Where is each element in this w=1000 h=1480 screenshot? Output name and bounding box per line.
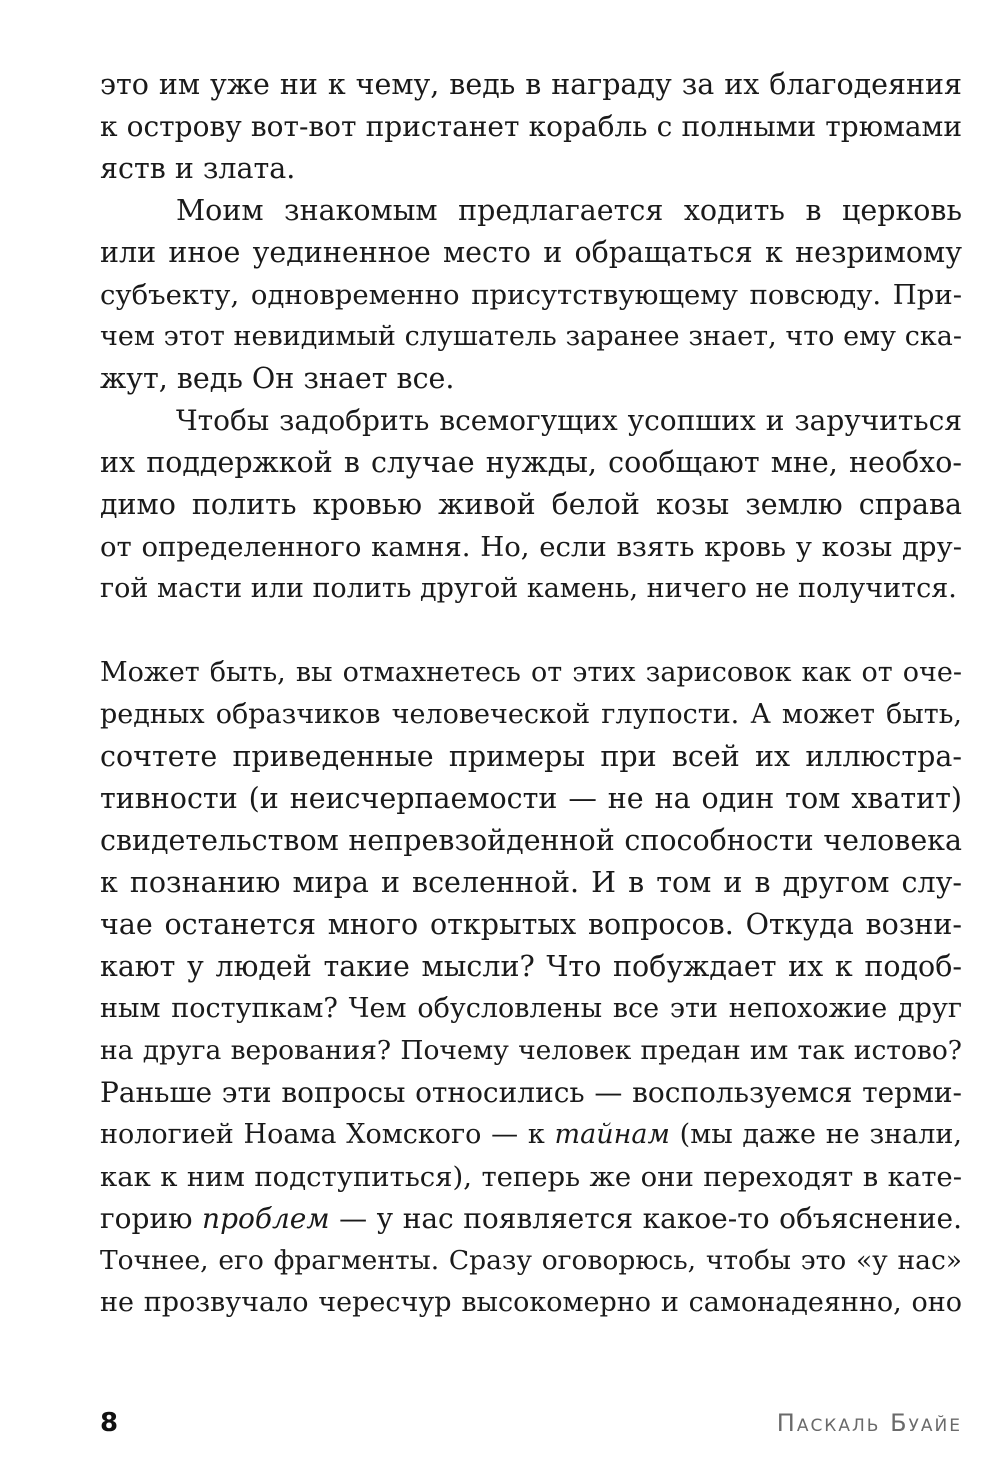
- text-line: жут, ведь Он знает все.: [100, 362, 455, 395]
- text-line: сочтете приведенные примеры при всей их иллюстра-: [100, 740, 962, 773]
- text-line: к острову вот-вот пристанет корабль с полными трюмами: [100, 110, 962, 143]
- text-line: кают у людей такие мысли? Что побуждает их к подоб-: [100, 950, 962, 983]
- text-line: как к ним подступиться), теперь же они переходят в кате-: [100, 1161, 962, 1193]
- text-line: димо полить кровью живой белой козы землю справа: [100, 488, 962, 521]
- paragraph-4: [100, 652, 962, 1324]
- section-break: [100, 610, 962, 652]
- text-line: Точнее, его фрагменты. Сразу оговорюсь, чтобы это «у нас»: [100, 1245, 962, 1276]
- text-line: чем этот невидимый слушатель заранее знает, что ему ска-: [100, 321, 962, 352]
- page-body: [100, 64, 962, 1324]
- text-line: [100, 1198, 962, 1240]
- text-run: (мы даже не знали,: [669, 1119, 962, 1150]
- page-number: 8: [100, 1408, 119, 1438]
- text-line: к познанию мира и вселенной. И в том и в другом слу-: [100, 866, 962, 899]
- text-line: свидетельством непревзойденной способности человека: [100, 824, 962, 857]
- text-run: нологией Ноама Хомского — к: [100, 1119, 555, 1150]
- text-line: от определенного камня. Но, если взять кровь у козы дру-: [100, 531, 962, 563]
- text-line: субъекту, одновременно присутствующему повсюду. При-: [100, 279, 962, 311]
- text-line: яств и злата.: [100, 152, 296, 185]
- text-line: [100, 1114, 962, 1156]
- text-line: не прозвучало чересчур высокомерно и самонадеянно, оно: [100, 1287, 962, 1318]
- text-line: редных образчиков человеческой глупости. А может быть,: [100, 699, 962, 730]
- text-line: их поддержкой в случае нужды, сообщают мне, необхо-: [100, 446, 962, 479]
- paragraph-3: [100, 400, 962, 610]
- page-footer: [100, 1403, 962, 1443]
- text-line: на друга верования? Почему человек предан им так истово?: [100, 1035, 962, 1066]
- text-line: это им уже ни к чему, ведь в награду за их благодеяния: [100, 68, 962, 101]
- italic-term: тайнам: [554, 1119, 670, 1150]
- paragraph-1: [100, 64, 962, 190]
- text-line: Моим знакомым предлагается ходить в церковь: [176, 194, 962, 227]
- italic-term: проблем: [202, 1202, 330, 1235]
- text-line: Чтобы задобрить всемогущих усопших и заручиться: [176, 404, 962, 437]
- text-line: тивности (и неисчерпаемости — не на один том хватит): [100, 782, 962, 815]
- text-line: чае останется много открытых вопросов. Откуда возни-: [100, 908, 962, 941]
- paragraph-2: [100, 190, 962, 400]
- text-line: гой масти или полить другой камень, ничего не получится.: [100, 573, 957, 604]
- text-line: или иное уединенное место и обращаться к незримому: [100, 236, 962, 269]
- text-line: Раньше эти вопросы относились — воспользуемся терми-: [100, 1076, 962, 1109]
- text-line: Может быть, вы отмахнетесь от этих зарисовок как от оче-: [100, 657, 962, 688]
- running-head-author: Паскаль Буайе: [776, 1409, 962, 1437]
- text-run: — у нас появляется какое-то объяснение.: [329, 1202, 962, 1235]
- text-line: ным поступкам? Чем обусловлены все эти непохожие друг: [100, 993, 962, 1024]
- text-run: горию: [100, 1202, 203, 1235]
